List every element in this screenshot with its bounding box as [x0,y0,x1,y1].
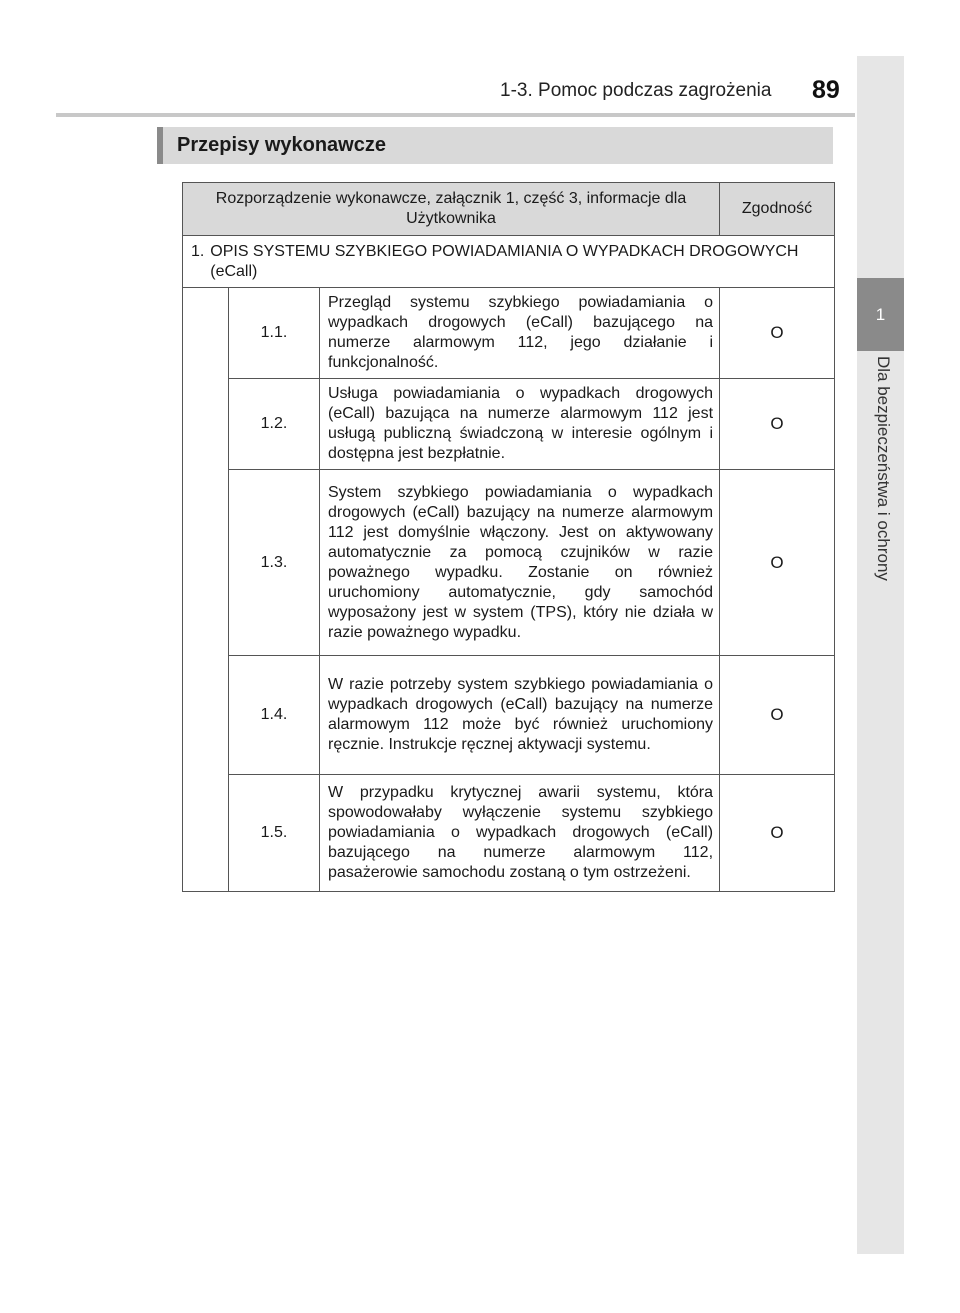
chapter-title: 1-3. Pomoc podczas zagrożenia [500,80,772,101]
row-number: 1.3. [229,470,320,656]
header-divider [56,113,855,117]
section-row [183,236,835,288]
row-compliance: O [720,470,835,656]
row-number: 1.5. [229,775,320,892]
side-tab-chapter-number: 1 [857,278,904,351]
row-description: Przegląd systemu szybkiego powiadamiania o wypadkach drogowych (eCall) bazującego na numerze alarmowym 112, jego działanie i funkcjonalność. [320,288,720,379]
row-compliance: O [720,379,835,470]
row-description: System szybkiego powiadamiania o wypadkach drogowych (eCall) bazujący na numerze alarmowym 112 jest domyślnie włączony. Jest on aktywowany automatycznie za pomocą czujników w razie poważnego wypadku. Zostanie on również uruchomiony automatycznie, gdy samochód wyposażony jest w system (TPS), który nie działa w razie poważnego wypadku. [320,470,720,656]
table-header-row [183,183,835,236]
row-description: Usługa powiadamiania o wypadkach drogowych (eCall) bazująca na numerze alarmowym 112 jest usługą publiczną świadczoną w interesie ogólnym i dostępna jest bezpłatnie. [320,379,720,470]
row-compliance: O [720,288,835,379]
side-tab-strip [857,56,904,1254]
table-row [183,288,835,379]
section-heading: Przepisy wykonawcze [157,127,833,164]
row-description: W razie potrzeby system szybkiego powiadamiania o wypadkach drogowych (eCall) bazujący na numerze alarmowym 112 może być również uruchomiony ręcznie. Instrukcje ręcznej aktywacji systemu. [320,656,720,775]
row-number: 1.1. [229,288,320,379]
table-row [183,775,835,892]
blank-cell [183,288,229,892]
section-number: 1. [191,242,205,260]
section-row-cell [183,236,835,288]
row-compliance: O [720,775,835,892]
table-row [183,379,835,470]
row-number: 1.4. [229,656,320,775]
section-title: OPIS SYSTEMU SZYBKIEGO POWIADAMIANIA O WYPADKACH DROGOWYCH (eCall) [210,242,799,280]
row-number: 1.2. [229,379,320,470]
column-header-compliance: Zgodność [720,183,835,236]
regulation-table [182,182,835,892]
row-compliance: O [720,656,835,775]
table-row [183,656,835,775]
side-tab-chapter-label: Dla bezpieczeństwa i ochrony [874,356,893,581]
column-header-regulation: Rozporządzenie wykonawcze, załącznik 1, część 3, informacje dla Użytkownika [183,183,720,236]
page-number: 89 [812,76,840,104]
table-row [183,470,835,656]
row-description: W przypadku krytycznej awarii systemu, która spowodowałaby wyłączenie systemu szybkiego powiadamiania o wypadkach drogowych (eCall) bazującego na numerze alarmowym 112, pasażerowie samochodu zostaną o tym ostrzeżeni. [320,775,720,892]
